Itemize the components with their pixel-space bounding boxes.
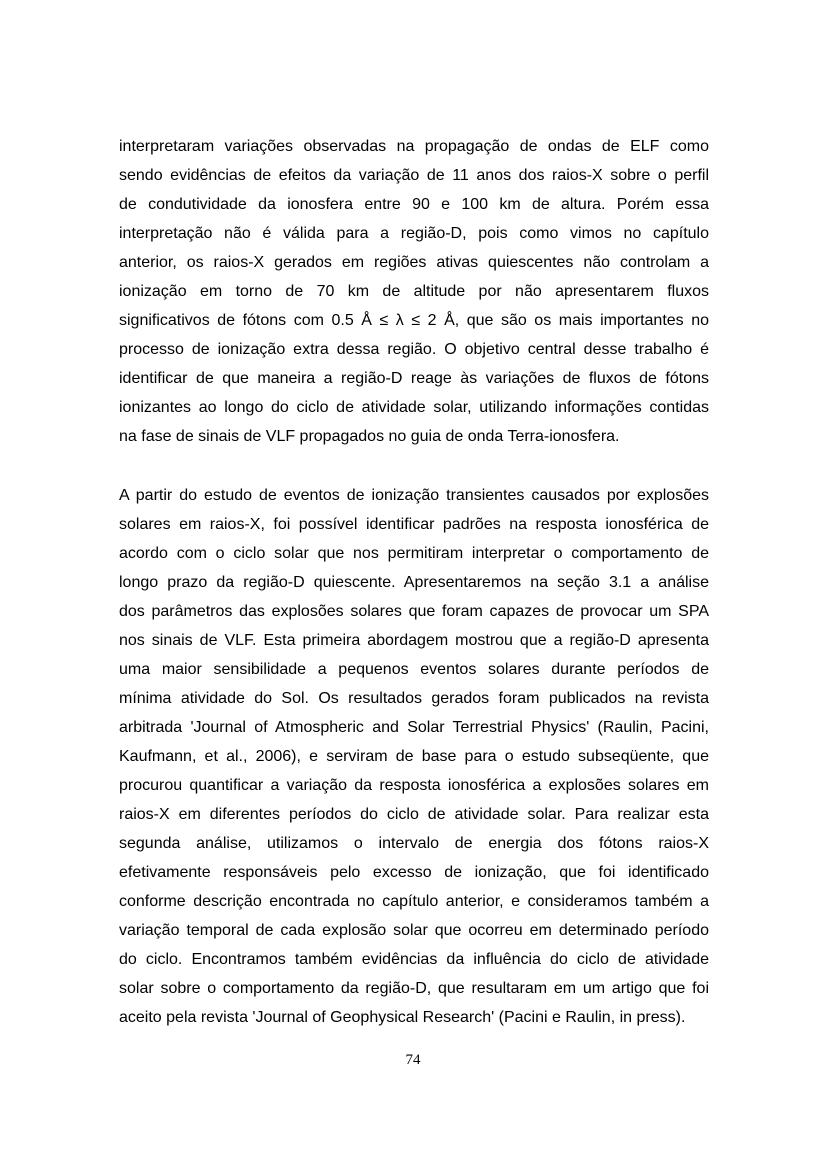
text-line: significativos de fótons com 0.5 Å ≤ λ ≤ 2 Å, que são os mais importantes no <box>119 312 709 329</box>
text-line: A partir do estudo de eventos de ionização transientes causados por explosões <box>119 487 709 504</box>
text-line: solar sobre o comportamento da região-D, que resultaram em um artigo que foi <box>119 980 709 997</box>
text-line: dos parâmetros das explosões solares que foram capazes de provocar um SPA <box>119 603 709 620</box>
text-line: do ciclo. Encontramos também evidências da influência do ciclo de atividade <box>119 951 709 968</box>
text-line: conforme descrição encontrada no capítulo anterior, e consideramos também a <box>119 893 709 910</box>
text-line: interpretaram variações observadas na propagação de ondas de ELF como <box>119 138 709 155</box>
text-line: Kaufmann, et al., 2006), e serviram de base para o estudo subseqüente, que <box>119 748 709 765</box>
paragraph-2 <box>119 481 709 1032</box>
page-number: 74 <box>405 1052 421 1068</box>
text-line: segunda análise, utilizamos o intervalo de energia dos fótons raios-X <box>119 835 709 852</box>
text-line: efetivamente responsáveis pelo excesso de ionização, que foi identificado <box>119 864 709 881</box>
text-line: longo prazo da região-D quiescente. Apresentaremos na seção 3.1 a análise <box>119 574 709 591</box>
text-line: ionização em torno de 70 km de altitude por não apresentarem fluxos <box>119 283 709 300</box>
text-line: aceito pela revista 'Journal of Geophysical Research' (Pacini e Raulin, in press). <box>119 1009 686 1026</box>
text-line: sendo evidências de efeitos da variação de 11 anos dos raios-X sobre o perfil <box>119 167 709 184</box>
text-line: ionizantes ao longo do ciclo de atividade solar, utilizando informações contidas <box>119 399 709 416</box>
text-line: procurou quantificar a variação da resposta ionosférica a explosões solares em <box>119 777 709 794</box>
text-line: uma maior sensibilidade a pequenos eventos solares durante períodos de <box>119 661 709 678</box>
text-line: anterior, os raios-X gerados em regiões ativas quiescentes não controlam a <box>119 254 709 271</box>
text-line: raios-X em diferentes períodos do ciclo de atividade solar. Para realizar esta <box>119 806 709 823</box>
text-line: solares em raios-X, foi possível identificar padrões na resposta ionosférica de <box>119 516 709 533</box>
paragraph-1 <box>119 132 709 451</box>
text-line: nos sinais de VLF. Esta primeira abordagem mostrou que a região-D apresenta <box>119 632 709 649</box>
text-line: mínima atividade do Sol. Os resultados gerados foram publicados na revista <box>119 690 709 707</box>
text-line: interpretação não é válida para a região-D, pois como vimos no capítulo <box>119 225 709 242</box>
text-line: arbitrada 'Journal of Atmospheric and Solar Terrestrial Physics' (Raulin, Pacini, <box>119 719 709 736</box>
text-line: acordo com o ciclo solar que nos permitiram interpretar o comportamento de <box>119 545 709 562</box>
text-line: identificar de que maneira a região-D reage às variações de fluxos de fótons <box>119 370 709 387</box>
text-line: de condutividade da ionosfera entre 90 e 100 km de altura. Porém essa <box>119 196 709 213</box>
text-line: variação temporal de cada explosão solar que ocorreu em determinado período <box>119 922 709 939</box>
text-line: na fase de sinais de VLF propagados no guia de onda Terra-ionosfera. <box>119 428 620 445</box>
text-line: processo de ionização extra dessa região. O objetivo central desse trabalho é <box>119 341 709 358</box>
